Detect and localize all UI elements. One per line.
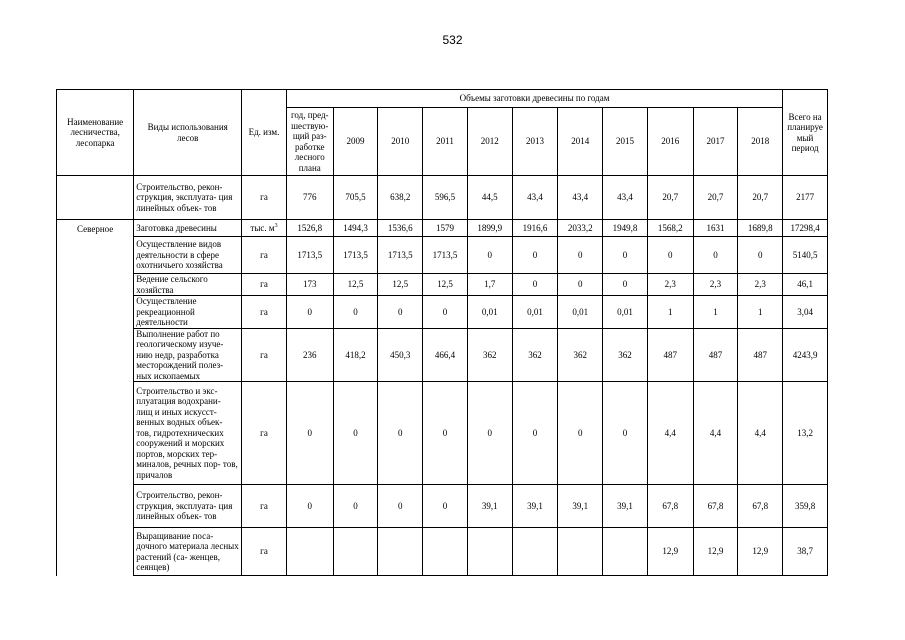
value-cell: 0,01 (512, 296, 558, 329)
value-cell: 43,4 (603, 176, 648, 220)
forestry-name-cell (57, 274, 134, 296)
value-cell: 0 (512, 237, 558, 274)
value-cell: 0 (512, 274, 558, 296)
forest-use-cell: Заготовка древесины (134, 220, 242, 237)
unit-cell (242, 220, 287, 237)
value-cell: 487 (647, 328, 693, 382)
value-cell: 1579 (423, 220, 468, 237)
value-cell: 1713,5 (378, 237, 423, 274)
value-cell: 0,01 (467, 296, 512, 329)
value-cell: 1949,8 (603, 220, 648, 237)
unit-text: тыс. м (250, 222, 275, 233)
unit-cell (242, 328, 287, 382)
value-cell: 0,01 (558, 296, 603, 329)
value-cell: 0 (558, 274, 603, 296)
header-prev-year: год, пред- шествую- щий раз- работке лесного плана (286, 108, 333, 176)
total-cell: 17298,4 (783, 220, 828, 237)
forest-use-cell: Строительство, рекон- струкция, эксплуата- ция линейных объек- тов (134, 176, 242, 220)
value-cell: 0 (558, 382, 603, 485)
value-cell: 67,8 (647, 485, 693, 528)
forest-use-cell: Строительство и экс- плуатация водохрани- лищ и иных искусст- венных водных объек- тов, гидротехнических сооружений и морских портов, морских тер- миналов, речных пор- тов, причалов (134, 382, 242, 485)
value-cell: 2,3 (693, 274, 738, 296)
forestry-name-cell (57, 528, 134, 576)
header-year-2009: 2009 (333, 108, 378, 176)
total-cell: 38,7 (783, 528, 828, 576)
unit-text: га (260, 306, 268, 317)
value-cell: 4,4 (693, 382, 738, 485)
unit-cell (242, 176, 287, 220)
value-cell: 487 (693, 328, 738, 382)
forest-use-cell: Ведение сельского хозяйства (134, 274, 242, 296)
value-cell: 362 (467, 328, 512, 382)
forestry-name-cell (57, 328, 134, 382)
unit-text: га (260, 500, 268, 511)
value-cell: 1689,8 (738, 220, 783, 237)
value-cell: 0 (603, 274, 648, 296)
header-year-2011: 2011 (423, 108, 468, 176)
forest-use-cell: Осуществление видов деятельности в сфере охотничьего хозяйства (134, 237, 242, 274)
total-cell: 2177 (783, 176, 828, 220)
forestry-name-cell (57, 296, 134, 329)
header-total: Всего на планируе мый период (783, 90, 828, 176)
forestry-name-cell (57, 237, 134, 274)
value-cell (423, 528, 468, 576)
forestry-name-cell (57, 176, 134, 220)
total-cell: 359,8 (783, 485, 828, 528)
header-unit: Ед. изм. (242, 90, 287, 176)
value-cell: 362 (512, 328, 558, 382)
unit-cell (242, 528, 287, 576)
value-cell (333, 528, 378, 576)
table-row (57, 176, 828, 220)
value-cell: 596,5 (423, 176, 468, 220)
unit-cell (242, 382, 287, 485)
value-cell: 39,1 (512, 485, 558, 528)
value-cell: 1899,9 (467, 220, 512, 237)
value-cell: 450,3 (378, 328, 423, 382)
value-cell: 1916,6 (512, 220, 558, 237)
value-cell: 43,4 (558, 176, 603, 220)
value-cell: 67,8 (738, 485, 783, 528)
unit-text: га (260, 249, 268, 260)
value-cell: 20,7 (693, 176, 738, 220)
forest-use-cell: Строительство, рекон- струкция, эксплуата- ция линейных объек- тов (134, 485, 242, 528)
value-cell: 39,1 (558, 485, 603, 528)
header-year-2013: 2013 (512, 108, 558, 176)
unit-cell (242, 237, 287, 274)
value-cell: 43,4 (512, 176, 558, 220)
value-cell: 4,4 (647, 382, 693, 485)
value-cell: 362 (603, 328, 648, 382)
value-cell: 1713,5 (333, 237, 378, 274)
total-cell: 13,2 (783, 382, 828, 485)
forestry-name-cell (57, 485, 134, 528)
forestry-name-cell (57, 382, 134, 485)
value-cell: 0 (558, 237, 603, 274)
value-cell: 173 (286, 274, 333, 296)
value-cell: 0 (378, 296, 423, 329)
value-cell (286, 528, 333, 576)
unit-text: га (260, 192, 268, 203)
unit-cell (242, 274, 287, 296)
value-cell: 67,8 (693, 485, 738, 528)
header-use: Виды использования лесов (134, 90, 242, 176)
value-cell: 2,3 (738, 274, 783, 296)
value-cell: 0 (603, 382, 648, 485)
value-cell: 1568,2 (647, 220, 693, 237)
value-cell: 0 (286, 296, 333, 329)
total-cell: 4243,9 (783, 328, 828, 382)
table-row (57, 237, 828, 274)
value-cell: 1494,3 (333, 220, 378, 237)
table-row (57, 382, 828, 485)
value-cell: 12,5 (423, 274, 468, 296)
value-cell: 1631 (693, 220, 738, 237)
header-year-2012: 2012 (467, 108, 512, 176)
value-cell: 0 (738, 237, 783, 274)
total-cell: 46,1 (783, 274, 828, 296)
header-year-2017: 2017 (693, 108, 738, 176)
value-cell: 0 (647, 237, 693, 274)
value-cell: 1 (693, 296, 738, 329)
value-cell: 0 (467, 237, 512, 274)
table-row (57, 485, 828, 528)
value-cell: 12,5 (378, 274, 423, 296)
value-cell: 0 (512, 382, 558, 485)
value-cell: 2,3 (647, 274, 693, 296)
value-cell: 2033,2 (558, 220, 603, 237)
value-cell: 12,9 (693, 528, 738, 576)
value-cell: 638,2 (378, 176, 423, 220)
forest-use-cell: Выполнение работ по геологическому изуче- нию недр, разработка месторождений полез- ных ископаемых (134, 328, 242, 382)
total-cell: 3,04 (783, 296, 828, 329)
table-row (57, 296, 828, 329)
value-cell: 1713,5 (423, 237, 468, 274)
header-group: Объемы заготовки древесины по годам (286, 90, 782, 108)
value-cell (378, 528, 423, 576)
unit-superscript: 3 (274, 222, 278, 229)
value-cell: 4,4 (738, 382, 783, 485)
value-cell: 12,5 (333, 274, 378, 296)
value-cell: 0 (423, 485, 468, 528)
table-row (57, 328, 828, 382)
value-cell: 39,1 (603, 485, 648, 528)
table-row (57, 274, 828, 296)
value-cell: 236 (286, 328, 333, 382)
unit-text: га (260, 546, 268, 557)
value-cell: 776 (286, 176, 333, 220)
value-cell: 362 (558, 328, 603, 382)
value-cell (512, 528, 558, 576)
value-cell (467, 528, 512, 576)
value-cell: 1 (738, 296, 783, 329)
value-cell: 0 (378, 382, 423, 485)
unit-text: га (260, 427, 268, 438)
value-cell: 0 (333, 485, 378, 528)
value-cell: 20,7 (738, 176, 783, 220)
value-cell: 39,1 (467, 485, 512, 528)
value-cell: 1,7 (467, 274, 512, 296)
value-cell: 12,9 (647, 528, 693, 576)
value-cell: 1 (647, 296, 693, 329)
header-year-2016: 2016 (647, 108, 693, 176)
value-cell: 0 (286, 382, 333, 485)
value-cell: 0 (467, 382, 512, 485)
value-cell: 12,9 (738, 528, 783, 576)
unit-cell (242, 296, 287, 329)
value-cell: 487 (738, 328, 783, 382)
header-year-2010: 2010 (378, 108, 423, 176)
page-number: 532 (442, 33, 463, 47)
value-cell: 0,01 (603, 296, 648, 329)
value-cell: 20,7 (647, 176, 693, 220)
value-cell: 0 (333, 382, 378, 485)
value-cell: 705,5 (333, 176, 378, 220)
value-cell (603, 528, 648, 576)
unit-text: га (260, 349, 268, 360)
value-cell: 0 (693, 237, 738, 274)
total-cell: 5140,5 (783, 237, 828, 274)
value-cell: 0 (286, 485, 333, 528)
value-cell: 0 (378, 485, 423, 528)
value-cell: 0 (423, 382, 468, 485)
value-cell: 418,2 (333, 328, 378, 382)
value-cell (558, 528, 603, 576)
value-cell: 1713,5 (286, 237, 333, 274)
value-cell: 44,5 (467, 176, 512, 220)
wood-harvest-table (56, 89, 828, 576)
header-year-2015: 2015 (603, 108, 648, 176)
forest-use-cell: Осуществление рекреационной деятельности (134, 296, 242, 329)
table-row (57, 220, 828, 237)
forestry-name-cell: Северное (57, 220, 134, 237)
value-cell: 466,4 (423, 328, 468, 382)
value-cell: 0 (603, 237, 648, 274)
header-year-2018: 2018 (738, 108, 783, 176)
forest-use-cell: Выращивание поса- дочного материала лесных растений (са- женцев, сеянцев) (134, 528, 242, 576)
value-cell: 0 (333, 296, 378, 329)
header-year-2014: 2014 (558, 108, 603, 176)
value-cell: 1526,8 (286, 220, 333, 237)
header-name: Наименование лесничества, лесопарка (57, 90, 134, 176)
table-row (57, 528, 828, 576)
unit-cell (242, 485, 287, 528)
unit-text: га (260, 279, 268, 290)
value-cell: 1536,6 (378, 220, 423, 237)
value-cell: 0 (423, 296, 468, 329)
